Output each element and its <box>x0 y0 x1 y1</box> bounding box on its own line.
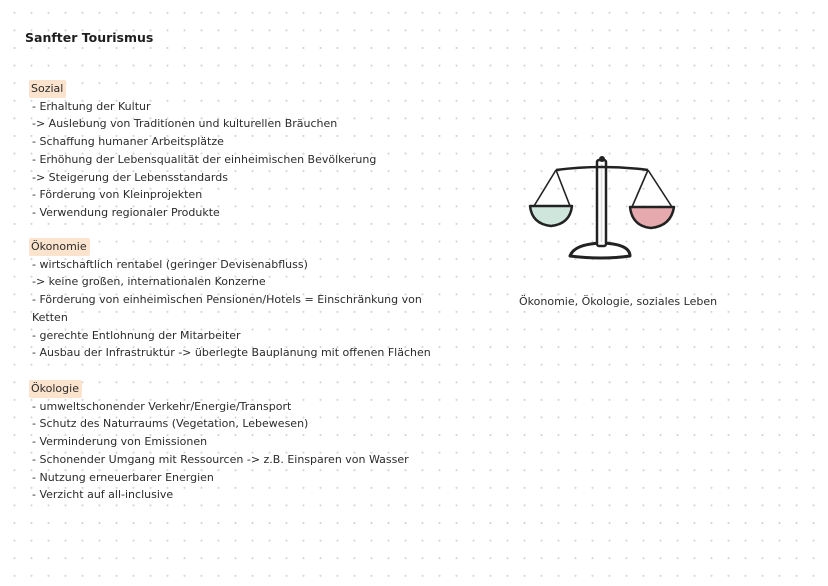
list-item: - Förderung von einheimischen Pensionen/Hotels = Einschränkung von Ketten <box>32 293 422 324</box>
balance-scale-icon <box>522 150 682 272</box>
right-pan <box>630 207 674 228</box>
list-item: -> keine großen, internationalen Konzerne <box>32 275 266 289</box>
list-item: - wirtschaftlich rentabel (geringer Devisenabfluss) <box>32 257 308 271</box>
list-item: - Ausbau der Infrastruktur -> überlegte Bauplanung mit offenen Flächen <box>32 346 431 360</box>
list-item: - Verminderung von Emissionen <box>32 435 208 449</box>
list-item: - Schonender Umgang mit Ressourcen -> z.B. Einsparen von Wasser <box>32 452 409 466</box>
section-sozial <box>32 80 432 222</box>
list-item: - Schutz des Naturraums (Vegetation, Lebewesen) <box>32 417 309 431</box>
section-oekologie <box>32 380 432 504</box>
left-pan <box>530 206 572 226</box>
list-item: - Förderung von Kleinprojekten <box>32 188 203 202</box>
section-heading-oekonomie: Ökonomie <box>29 238 90 256</box>
section-oekonomie <box>32 238 432 362</box>
list-item: - Verwendung regionaler Produkte <box>32 205 220 219</box>
page-title: Sanfter Tourismus <box>25 30 154 45</box>
list-item: - Erhöhung der Lebensqualität der einheimischen Bevölkerung <box>32 152 377 166</box>
list-item: - Schaffung humaner Arbeitsplätze <box>32 135 224 149</box>
list-item: - Erhaltung der Kultur <box>32 99 151 113</box>
list-item: - Verzicht auf all-inclusive <box>32 488 174 502</box>
list-item: - gerechte Entlohnung der Mitarbeiter <box>32 328 241 342</box>
illustration-caption: Ökonomie, Ökologie, soziales Leben <box>519 295 718 308</box>
list-item: - Nutzung erneuerbarer Energien <box>32 470 214 484</box>
section-heading-oekologie: Ökologie <box>29 380 82 398</box>
section-heading-sozial: Sozial <box>29 80 66 98</box>
list-item: -> Auslebung von Traditionen und kulturellen Bräuchen <box>32 117 338 131</box>
list-item: - umweltschonender Verkehr/Energie/Transport <box>32 399 292 413</box>
list-item: -> Steigerung der Lebensstandards <box>32 170 228 184</box>
